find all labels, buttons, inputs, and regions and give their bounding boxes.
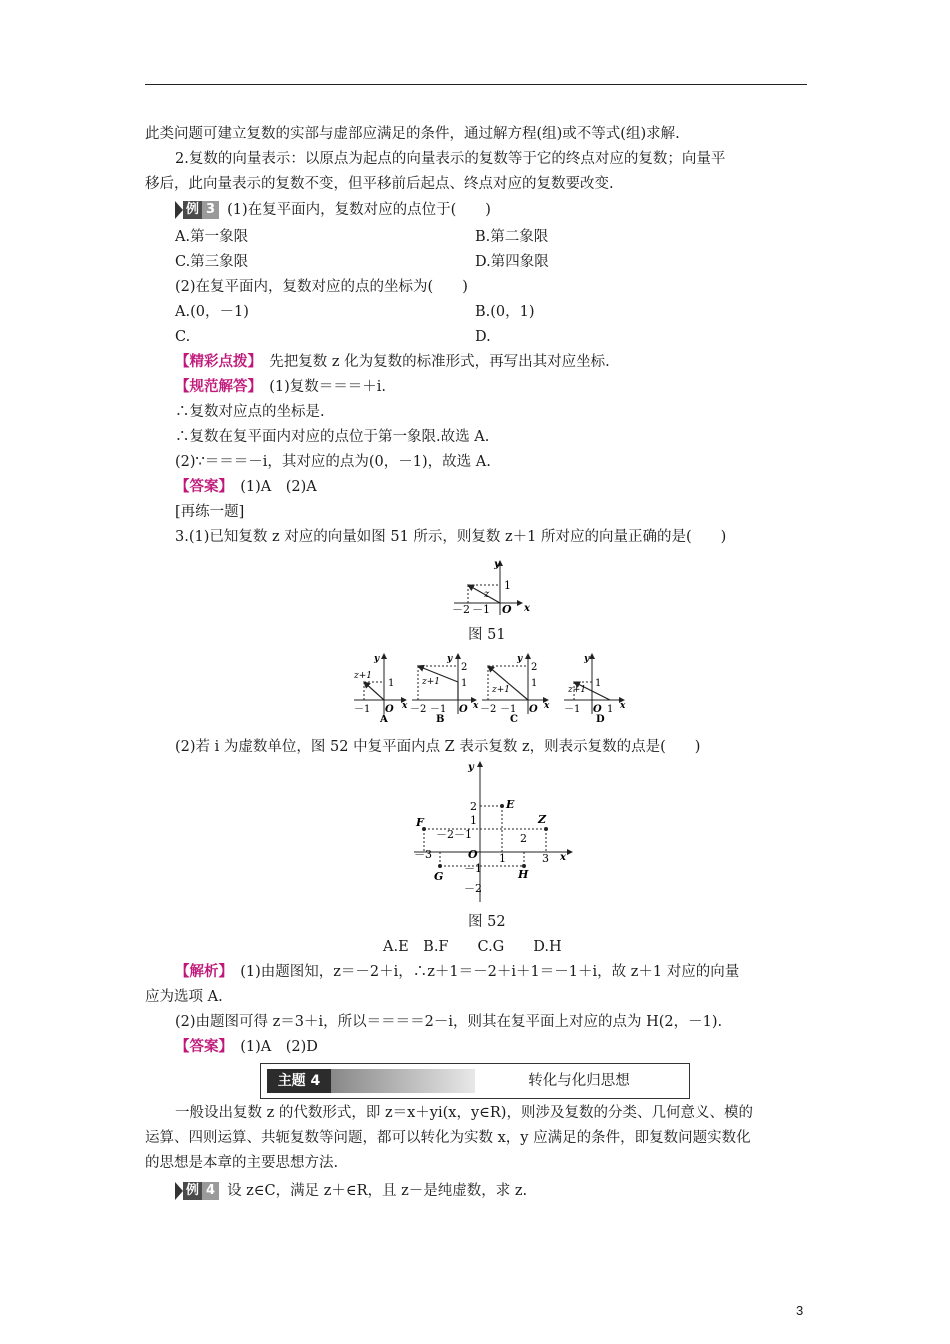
analysis-line: (2)由题图可得 z＝3＋i，所以＝＝＝＝2－i，则其在复平面上对应的点为 H(2，－1). <box>175 1014 723 1030</box>
analysis-label: 【解析】 <box>175 963 226 980</box>
topic-title: 转化与化归思想 <box>528 1073 630 1089</box>
solution-line: (2)∵＝＝＝－i，其对应的点为(0，－1)，故选 A. <box>175 454 491 470</box>
svg-text:－2: －2 <box>410 704 427 715</box>
topic-band <box>331 1069 475 1093</box>
svg-text:x: x <box>402 701 408 711</box>
answer-line: 【答案】 (1)A (2)D <box>175 1038 318 1055</box>
option-a: A.第一象限 <box>175 229 249 245</box>
paragraph-line: 一般设出复数 z 的代数形式，即 z＝x＋yi(x，y∈R)，则涉及复数的分类、几何意义、模的 <box>175 1105 753 1121</box>
svg-text:－1: －1 <box>464 862 482 875</box>
vector-label: z <box>484 589 490 600</box>
solution-line: ∴复数对应点的坐标是. <box>175 404 325 420</box>
svg-text:z+1: z+1 <box>422 677 441 687</box>
svg-text:H: H <box>518 868 529 881</box>
figure-52-caption: 图 52 <box>468 914 506 930</box>
answer-line: 【答案】 (1)A (2)A <box>175 478 317 495</box>
svg-text:1: 1 <box>595 678 602 689</box>
option-graph-d <box>562 652 628 724</box>
option-graph-a <box>352 652 410 724</box>
example-badge: 例 3 <box>175 201 219 219</box>
paragraph-line: 的思想是本章的主要思想方法. <box>145 1155 339 1171</box>
solution-line: 【规范解答】 (1)复数＝＝＝＋i. <box>175 378 387 395</box>
svg-text:Z: Z <box>538 813 547 826</box>
svg-text:y: y <box>584 654 590 664</box>
tick-label: 1 <box>504 579 511 592</box>
option-c: C. <box>175 329 191 345</box>
topic-label: 主题 4 <box>267 1069 331 1093</box>
figure-52 <box>408 758 576 904</box>
svg-text:y: y <box>468 762 474 773</box>
option-d: D. <box>475 329 491 345</box>
example-3-question-1: 例 3 (1)在复平面内，复数对应的点位于( ) <box>175 200 491 220</box>
axis-label-x: x <box>524 603 530 614</box>
svg-text:F: F <box>416 816 424 829</box>
option-graph-c <box>480 652 552 724</box>
question-3-options: A.E B.F C.G D.H <box>383 939 562 955</box>
option-d: D.第四象限 <box>475 254 549 270</box>
example-badge: 例 4 <box>175 1182 219 1200</box>
point-z <box>544 827 548 831</box>
svg-text:x: x <box>620 701 626 711</box>
svg-text:O: O <box>385 704 394 715</box>
tip-line: 【精彩点拨】 先把复数 z 化为复数的标准形式，再写出其对应坐标. <box>175 353 610 370</box>
svg-text:－1: －1 <box>500 704 517 715</box>
figure-51-caption: 图 51 <box>468 627 506 643</box>
svg-text:－1: －1 <box>354 704 371 715</box>
example-3-question-2: (2)在复平面内，复数对应的点的坐标为( ) <box>175 279 468 295</box>
svg-text:z+1: z+1 <box>492 685 511 695</box>
svg-text:x: x <box>560 852 566 863</box>
svg-text:z+1: z+1 <box>568 685 587 695</box>
question-3-part-1: 3.(1)已知复数 z 对应的向量如图 51 所示，则复数 z＋1 所对应的向量正确的是( ) <box>175 529 727 545</box>
svg-text:1: 1 <box>470 814 477 827</box>
tip-label: 【精彩点拨】 <box>175 353 255 370</box>
svg-text:O: O <box>459 704 468 715</box>
svg-text:O: O <box>529 704 538 715</box>
svg-text:1: 1 <box>607 704 614 715</box>
answer-label: 【答案】 <box>175 1038 226 1055</box>
svg-text:2: 2 <box>470 800 477 813</box>
svg-text:－2: －2 <box>464 882 482 895</box>
practice-heading: [再练一题] <box>175 504 245 520</box>
svg-text:E: E <box>506 798 515 811</box>
option-b: B.(0，1) <box>475 304 535 320</box>
option-b: B.第二象限 <box>475 229 549 245</box>
svg-text:G: G <box>434 870 444 883</box>
analysis-line: 应为选项 A. <box>145 989 223 1005</box>
svg-text:A: A <box>380 714 388 724</box>
svg-text:B: B <box>436 714 445 724</box>
origin-label: O <box>502 603 512 616</box>
point-g <box>438 864 442 868</box>
svg-text:－1: －1 <box>454 828 472 841</box>
solution-line: ∴复数在复平面内对应的点位于第一象限.故选 A. <box>175 429 490 445</box>
tick-label: －1 <box>472 603 490 616</box>
svg-text:2: 2 <box>461 662 468 673</box>
svg-text:1: 1 <box>531 678 538 689</box>
paragraph-line: 运算、四则运算、共轭复数等问题，都可以转化为实数 x，y 应满足的条件，即复数问题实数化 <box>145 1130 751 1146</box>
axis-label-y: y <box>494 559 500 570</box>
svg-text:z+1: z+1 <box>354 671 373 681</box>
svg-text:x: x <box>544 701 550 711</box>
svg-text:－3: －3 <box>414 848 432 861</box>
svg-text:2: 2 <box>531 662 538 673</box>
example-4-question: 例 4 设 z∈C，满足 z＋∈R，且 z－是纯虚数，求 z. <box>175 1181 527 1201</box>
answer-label: 【答案】 <box>175 478 226 495</box>
svg-text:D: D <box>596 714 605 724</box>
svg-text:1: 1 <box>388 678 395 689</box>
figure-51 <box>450 557 530 617</box>
svg-text:C: C <box>510 714 518 724</box>
svg-text:x: x <box>473 701 479 711</box>
svg-text:2: 2 <box>520 832 527 845</box>
question-3-part-2: (2)若 i 为虚数单位，图 52 中复平面内点 Z 表示复数 z，则表示复数的点是( ) <box>175 739 701 755</box>
option-a: A.(0，－1) <box>175 304 249 320</box>
svg-text:1: 1 <box>499 852 506 865</box>
svg-text:－2: －2 <box>480 704 497 715</box>
svg-text:－1: －1 <box>564 704 581 715</box>
svg-text:O: O <box>468 848 478 861</box>
svg-text:y: y <box>447 654 453 664</box>
point-e <box>500 804 504 808</box>
tick-label: －2 <box>452 603 470 616</box>
svg-text:O: O <box>593 704 602 715</box>
svg-text:y: y <box>374 654 380 664</box>
solution-label: 【规范解答】 <box>175 378 255 395</box>
svg-text:1: 1 <box>461 678 468 689</box>
paragraph-line: 此类问题可建立复数的实部与虚部应满足的条件，通过解方程(组)或不等式(组)求解. <box>145 126 680 142</box>
header-rule <box>145 84 807 85</box>
svg-text:－1: －1 <box>430 704 447 715</box>
option-c: C.第三象限 <box>175 254 249 270</box>
analysis-line: 【解析】 (1)由题图知，z＝－2＋i，∴z＋1＝－2＋i＋1＝－1＋i，故 z＋1 对应的向量 <box>175 963 740 980</box>
page-number: 3 <box>796 1303 804 1318</box>
svg-text:3: 3 <box>542 852 549 865</box>
option-graph-b <box>410 652 480 724</box>
paragraph-line: 2.复数的向量表示：以原点为起点的向量表示的复数等于它的终点对应的复数；向量平 <box>175 151 726 167</box>
topic-heading-box <box>260 1063 690 1099</box>
svg-text:y: y <box>517 654 523 664</box>
svg-text:－2: －2 <box>436 828 454 841</box>
paragraph-line: 移后，此向量表示的复数不变，但平移前后起点、终点对应的复数要改变. <box>145 176 614 192</box>
